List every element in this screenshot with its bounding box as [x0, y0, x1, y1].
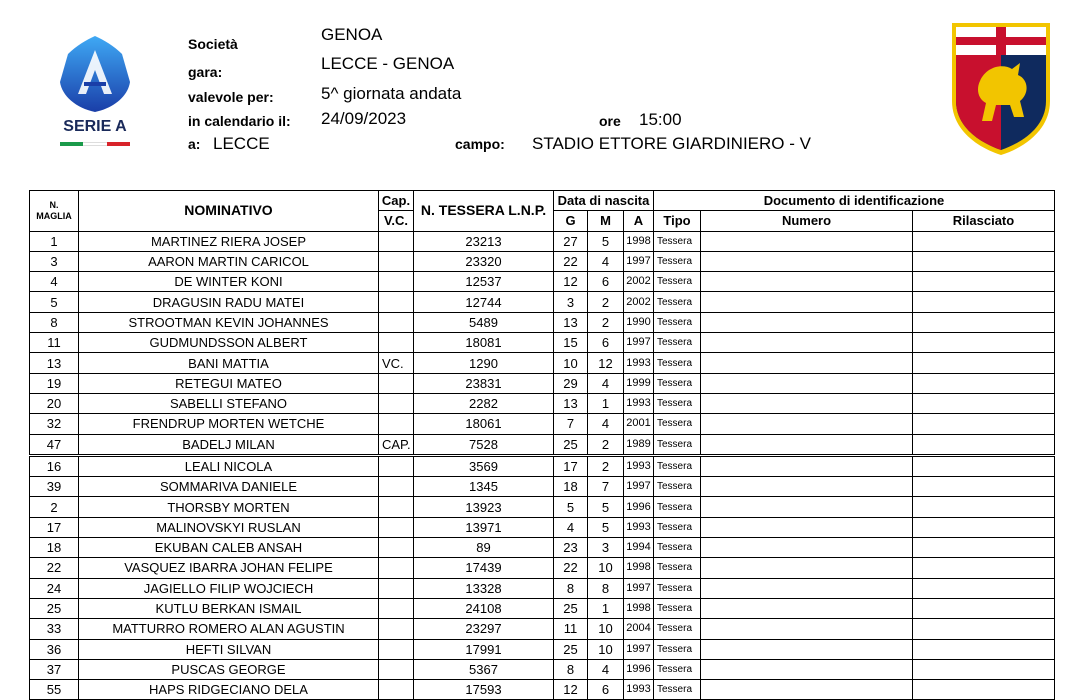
- col-documento-header: Documento di identificazione: [654, 191, 1055, 211]
- mese-cell: 4: [588, 659, 624, 679]
- table-row: [30, 619, 1055, 639]
- mese-cell: 10: [588, 558, 624, 578]
- mese-cell: 1: [588, 393, 624, 413]
- serie-a-logo: [56, 34, 134, 152]
- table-row: [30, 414, 1055, 434]
- table-row: [30, 477, 1055, 497]
- nominativo-cell: STROOTMAN KEVIN JOHANNES: [79, 312, 379, 332]
- table-row: [30, 578, 1055, 598]
- nominativo-cell: SOMMARIVA DANIELE: [79, 477, 379, 497]
- table-row: [30, 292, 1055, 312]
- nominativo-cell: JAGIELLO FILIP WOJCIECH: [79, 578, 379, 598]
- col-g-header: G: [554, 211, 588, 231]
- tipo-cell: Tessera: [654, 497, 701, 517]
- mese-cell: 7: [588, 477, 624, 497]
- numero-cell: [701, 312, 913, 332]
- rilasciato-cell: [913, 312, 1055, 332]
- tipo-cell: Tessera: [654, 373, 701, 393]
- cap-cell: [379, 393, 414, 413]
- col-nominativo-header: NOMINATIVO: [79, 191, 379, 232]
- giorno-cell: 18: [554, 477, 588, 497]
- mese-cell: 2: [588, 312, 624, 332]
- table-row: [30, 455, 1055, 476]
- maglia-cell: 1: [30, 231, 79, 251]
- tessera-cell: 17593: [414, 680, 554, 700]
- cap-cell: [379, 578, 414, 598]
- anno-cell: 1999: [624, 373, 654, 393]
- rilasciato-cell: [913, 393, 1055, 413]
- table-row: [30, 659, 1055, 679]
- rilasciato-cell: [913, 414, 1055, 434]
- mese-cell: 6: [588, 272, 624, 292]
- tipo-cell: Tessera: [654, 333, 701, 353]
- table-row: [30, 517, 1055, 537]
- tessera-cell: 89: [414, 538, 554, 558]
- tessera-cell: 17439: [414, 558, 554, 578]
- rilasciato-cell: [913, 292, 1055, 312]
- nominativo-cell: PUSCAS GEORGE: [79, 659, 379, 679]
- maglia-cell: 11: [30, 333, 79, 353]
- table-row: [30, 393, 1055, 413]
- maglia-cell: 13: [30, 353, 79, 373]
- cap-cell: [379, 538, 414, 558]
- maglia-cell: 33: [30, 619, 79, 639]
- anno-cell: 1993: [624, 680, 654, 700]
- rilasciato-cell: [913, 434, 1055, 455]
- giorno-cell: 12: [554, 680, 588, 700]
- tessera-cell: 18061: [414, 414, 554, 434]
- rilasciato-cell: [913, 333, 1055, 353]
- table-row: [30, 312, 1055, 332]
- col-tipo-header: Tipo: [654, 211, 701, 231]
- table-row: [30, 251, 1055, 271]
- rilasciato-cell: [913, 659, 1055, 679]
- cap-cell: [379, 598, 414, 618]
- tipo-cell: Tessera: [654, 272, 701, 292]
- numero-cell: [701, 558, 913, 578]
- rilasciato-cell: [913, 251, 1055, 271]
- rilasciato-cell: [913, 231, 1055, 251]
- mese-cell: 2: [588, 434, 624, 455]
- a-label: a:: [188, 136, 201, 152]
- numero-cell: [701, 373, 913, 393]
- tipo-cell: Tessera: [654, 393, 701, 413]
- anno-cell: 1996: [624, 497, 654, 517]
- genoa-crest-icon: [950, 21, 1052, 157]
- giorno-cell: 3: [554, 292, 588, 312]
- giorno-cell: 4: [554, 517, 588, 537]
- rilasciato-cell: [913, 497, 1055, 517]
- tessera-cell: 2282: [414, 393, 554, 413]
- maglia-cell: 39: [30, 477, 79, 497]
- maglia-cell: 5: [30, 292, 79, 312]
- giorno-cell: 13: [554, 393, 588, 413]
- tessera-cell: 13923: [414, 497, 554, 517]
- anno-cell: 1989: [624, 434, 654, 455]
- numero-cell: [701, 393, 913, 413]
- nominativo-cell: SABELLI STEFANO: [79, 393, 379, 413]
- cap-cell: [379, 373, 414, 393]
- tessera-cell: 17991: [414, 639, 554, 659]
- nominativo-cell: RETEGUI MATEO: [79, 373, 379, 393]
- mese-cell: 2: [588, 292, 624, 312]
- giorno-cell: 25: [554, 434, 588, 455]
- numero-cell: [701, 434, 913, 455]
- numero-cell: [701, 497, 913, 517]
- tipo-cell: Tessera: [654, 598, 701, 618]
- nominativo-cell: GUDMUNDSSON ALBERT: [79, 333, 379, 353]
- table-row: [30, 272, 1055, 292]
- mese-cell: 8: [588, 578, 624, 598]
- rilasciato-cell: [913, 477, 1055, 497]
- anno-cell: 1998: [624, 231, 654, 251]
- rilasciato-cell: [913, 639, 1055, 659]
- mese-cell: 1: [588, 598, 624, 618]
- gara-label: gara:: [188, 64, 223, 80]
- nominativo-cell: DE WINTER KONI: [79, 272, 379, 292]
- nominativo-cell: BANI MATTIA: [79, 353, 379, 373]
- tipo-cell: Tessera: [654, 538, 701, 558]
- tessera-cell: 7528: [414, 434, 554, 455]
- col-a-header: A: [624, 211, 654, 231]
- anno-cell: 1997: [624, 333, 654, 353]
- anno-cell: 1998: [624, 558, 654, 578]
- numero-cell: [701, 598, 913, 618]
- maglia-cell: 32: [30, 414, 79, 434]
- cap-cell: [379, 639, 414, 659]
- numero-cell: [701, 517, 913, 537]
- nominativo-cell: DRAGUSIN RADU MATEI: [79, 292, 379, 312]
- cap-cell: [379, 414, 414, 434]
- nominativo-cell: FRENDRUP MORTEN WETCHE: [79, 414, 379, 434]
- anno-cell: 2004: [624, 619, 654, 639]
- col-vc-header: V.C.: [379, 211, 414, 231]
- numero-cell: [701, 619, 913, 639]
- mese-cell: 3: [588, 538, 624, 558]
- tessera-cell: 12744: [414, 292, 554, 312]
- tessera-cell: 23320: [414, 251, 554, 271]
- rilasciato-cell: [913, 272, 1055, 292]
- nominativo-cell: MARTINEZ RIERA JOSEP: [79, 231, 379, 251]
- tipo-cell: Tessera: [654, 517, 701, 537]
- cap-cell: [379, 333, 414, 353]
- cap-cell: [379, 477, 414, 497]
- giorno-cell: 10: [554, 353, 588, 373]
- maglia-cell: 47: [30, 434, 79, 455]
- cap-cell: [379, 272, 414, 292]
- tessera-cell: 23297: [414, 619, 554, 639]
- rilasciato-cell: [913, 538, 1055, 558]
- mese-cell: 6: [588, 333, 624, 353]
- numero-cell: [701, 414, 913, 434]
- giorno-cell: 25: [554, 639, 588, 659]
- giorno-cell: 8: [554, 659, 588, 679]
- maglia-cell: 22: [30, 558, 79, 578]
- tipo-cell: Tessera: [654, 578, 701, 598]
- numero-cell: [701, 639, 913, 659]
- tessera-cell: 1345: [414, 477, 554, 497]
- rilasciato-cell: [913, 455, 1055, 476]
- col-numero-header: Numero: [701, 211, 913, 231]
- anno-cell: 2002: [624, 292, 654, 312]
- maglia-cell: 16: [30, 455, 79, 476]
- mese-cell: 4: [588, 373, 624, 393]
- giorno-cell: 25: [554, 598, 588, 618]
- calendario-label: in calendario il:: [188, 113, 291, 129]
- anno-cell: 1993: [624, 455, 654, 476]
- tipo-cell: Tessera: [654, 639, 701, 659]
- numero-cell: [701, 251, 913, 271]
- mese-cell: 4: [588, 251, 624, 271]
- mese-cell: 10: [588, 619, 624, 639]
- valevole-label: valevole per:: [188, 89, 274, 105]
- tipo-cell: Tessera: [654, 434, 701, 455]
- nominativo-cell: VASQUEZ IBARRA JOHAN FELIPE: [79, 558, 379, 578]
- maglia-cell: 3: [30, 251, 79, 271]
- table-row: [30, 231, 1055, 251]
- campo-value: STADIO ETTORE GIARDINIERO - V: [532, 134, 811, 153]
- rilasciato-cell: [913, 619, 1055, 639]
- cap-cell: [379, 517, 414, 537]
- nominativo-cell: THORSBY MORTEN: [79, 497, 379, 517]
- col-data-header: Data di nascita: [554, 191, 654, 211]
- numero-cell: [701, 353, 913, 373]
- anno-cell: 1994: [624, 538, 654, 558]
- giorno-cell: 23: [554, 538, 588, 558]
- giorno-cell: 11: [554, 619, 588, 639]
- tessera-cell: 18081: [414, 333, 554, 353]
- rilasciato-cell: [913, 517, 1055, 537]
- societa-value: GENOA: [321, 25, 383, 44]
- rilasciato-cell: [913, 598, 1055, 618]
- anno-cell: 1993: [624, 353, 654, 373]
- tipo-cell: Tessera: [654, 312, 701, 332]
- table-row: [30, 639, 1055, 659]
- col-m-header: M: [588, 211, 624, 231]
- nominativo-cell: MATTURRO ROMERO ALAN AGUSTIN: [79, 619, 379, 639]
- nominativo-cell: EKUBAN CALEB ANSAH: [79, 538, 379, 558]
- giorno-cell: 27: [554, 231, 588, 251]
- cap-cell: [379, 619, 414, 639]
- numero-cell: [701, 578, 913, 598]
- anno-cell: 1990: [624, 312, 654, 332]
- mese-cell: 10: [588, 639, 624, 659]
- table-row: [30, 333, 1055, 353]
- ore-label: ore: [599, 113, 621, 129]
- tipo-cell: Tessera: [654, 231, 701, 251]
- nominativo-cell: HEFTI SILVAN: [79, 639, 379, 659]
- giorno-cell: 12: [554, 272, 588, 292]
- col-cap-header: Cap.: [379, 191, 414, 211]
- anno-cell: 1996: [624, 659, 654, 679]
- table-row: [30, 373, 1055, 393]
- cap-cell: CAP.: [379, 434, 414, 455]
- numero-cell: [701, 477, 913, 497]
- cap-cell: [379, 497, 414, 517]
- cap-cell: [379, 558, 414, 578]
- cap-cell: [379, 659, 414, 679]
- maglia-cell: 17: [30, 517, 79, 537]
- rilasciato-cell: [913, 578, 1055, 598]
- tipo-cell: Tessera: [654, 414, 701, 434]
- societa-label: Società: [188, 36, 238, 52]
- nominativo-cell: KUTLU BERKAN ISMAIL: [79, 598, 379, 618]
- tipo-cell: Tessera: [654, 558, 701, 578]
- giorno-cell: 5: [554, 497, 588, 517]
- tessera-cell: 12537: [414, 272, 554, 292]
- anno-cell: 1998: [624, 598, 654, 618]
- tessera-cell: 13971: [414, 517, 554, 537]
- anno-cell: 1997: [624, 477, 654, 497]
- giorno-cell: 22: [554, 558, 588, 578]
- col-rilasciato-header: Rilasciato: [913, 211, 1055, 231]
- numero-cell: [701, 659, 913, 679]
- gara-value: LECCE - GENOA: [321, 54, 455, 73]
- campo-label: campo:: [455, 136, 505, 152]
- numero-cell: [701, 538, 913, 558]
- giorno-cell: 17: [554, 455, 588, 476]
- mese-cell: 6: [588, 680, 624, 700]
- cap-cell: [379, 312, 414, 332]
- nominativo-cell: HAPS RIDGECIANO DELA: [79, 680, 379, 700]
- tessera-cell: 23831: [414, 373, 554, 393]
- maglia-cell: 19: [30, 373, 79, 393]
- cap-cell: [379, 231, 414, 251]
- table-row: [30, 558, 1055, 578]
- table-row: [30, 538, 1055, 558]
- tessera-cell: 13328: [414, 578, 554, 598]
- numero-cell: [701, 272, 913, 292]
- tipo-cell: Tessera: [654, 680, 701, 700]
- player-list-table: [29, 190, 1055, 700]
- table-row: [30, 353, 1055, 373]
- valevole-value: 5^ giornata andata: [321, 84, 462, 103]
- calendario-value: 24/09/2023: [321, 109, 407, 128]
- numero-cell: [701, 231, 913, 251]
- col-maglia-header: N. MAGLIA: [30, 191, 79, 232]
- rilasciato-cell: [913, 558, 1055, 578]
- table-row: [30, 497, 1055, 517]
- tessera-cell: 3569: [414, 455, 554, 476]
- nominativo-cell: LEALI NICOLA: [79, 455, 379, 476]
- tessera-cell: 23213: [414, 231, 554, 251]
- a-value: LECCE: [213, 134, 270, 153]
- maglia-cell: 37: [30, 659, 79, 679]
- tessera-cell: 24108: [414, 598, 554, 618]
- numero-cell: [701, 292, 913, 312]
- tipo-cell: Tessera: [654, 477, 701, 497]
- mese-cell: 4: [588, 414, 624, 434]
- maglia-cell: 18: [30, 538, 79, 558]
- tessera-cell: 5489: [414, 312, 554, 332]
- table-row: [30, 598, 1055, 618]
- cap-cell: [379, 292, 414, 312]
- anno-cell: 1997: [624, 578, 654, 598]
- table-row: [30, 434, 1055, 455]
- nominativo-cell: MALINOVSKYI RUSLAN: [79, 517, 379, 537]
- maglia-cell: 36: [30, 639, 79, 659]
- maglia-cell: 4: [30, 272, 79, 292]
- maglia-cell: 24: [30, 578, 79, 598]
- tipo-cell: Tessera: [654, 659, 701, 679]
- giorno-cell: 8: [554, 578, 588, 598]
- cap-cell: [379, 455, 414, 476]
- rilasciato-cell: [913, 373, 1055, 393]
- maglia-cell: 2: [30, 497, 79, 517]
- numero-cell: [701, 455, 913, 476]
- giorno-cell: 7: [554, 414, 588, 434]
- tipo-cell: Tessera: [654, 292, 701, 312]
- giorno-cell: 13: [554, 312, 588, 332]
- giorno-cell: 22: [554, 251, 588, 271]
- mese-cell: 5: [588, 231, 624, 251]
- cap-cell: VC.: [379, 353, 414, 373]
- anno-cell: 2002: [624, 272, 654, 292]
- mese-cell: 12: [588, 353, 624, 373]
- giorno-cell: 15: [554, 333, 588, 353]
- mese-cell: 5: [588, 517, 624, 537]
- anno-cell: 1993: [624, 517, 654, 537]
- cap-cell: [379, 251, 414, 271]
- mese-cell: 2: [588, 455, 624, 476]
- giorno-cell: 29: [554, 373, 588, 393]
- tessera-cell: 5367: [414, 659, 554, 679]
- tipo-cell: Tessera: [654, 619, 701, 639]
- ore-value: 15:00: [639, 110, 682, 129]
- anno-cell: 1993: [624, 393, 654, 413]
- maglia-cell: 8: [30, 312, 79, 332]
- nominativo-cell: AARON MARTIN CARICOL: [79, 251, 379, 271]
- rilasciato-cell: [913, 353, 1055, 373]
- nominativo-cell: BADELJ MILAN: [79, 434, 379, 455]
- tipo-cell: Tessera: [654, 353, 701, 373]
- anno-cell: 1997: [624, 639, 654, 659]
- mese-cell: 5: [588, 497, 624, 517]
- col-tessera-header: N. TESSERA L.N.P.: [414, 191, 554, 232]
- tipo-cell: Tessera: [654, 455, 701, 476]
- tipo-cell: Tessera: [654, 251, 701, 271]
- anno-cell: 2001: [624, 414, 654, 434]
- tessera-cell: 1290: [414, 353, 554, 373]
- maglia-cell: 55: [30, 680, 79, 700]
- numero-cell: [701, 333, 913, 353]
- serie-a-logo-text: SERIE A: [63, 118, 127, 135]
- maglia-cell: 20: [30, 393, 79, 413]
- anno-cell: 1997: [624, 251, 654, 271]
- maglia-cell: 25: [30, 598, 79, 618]
